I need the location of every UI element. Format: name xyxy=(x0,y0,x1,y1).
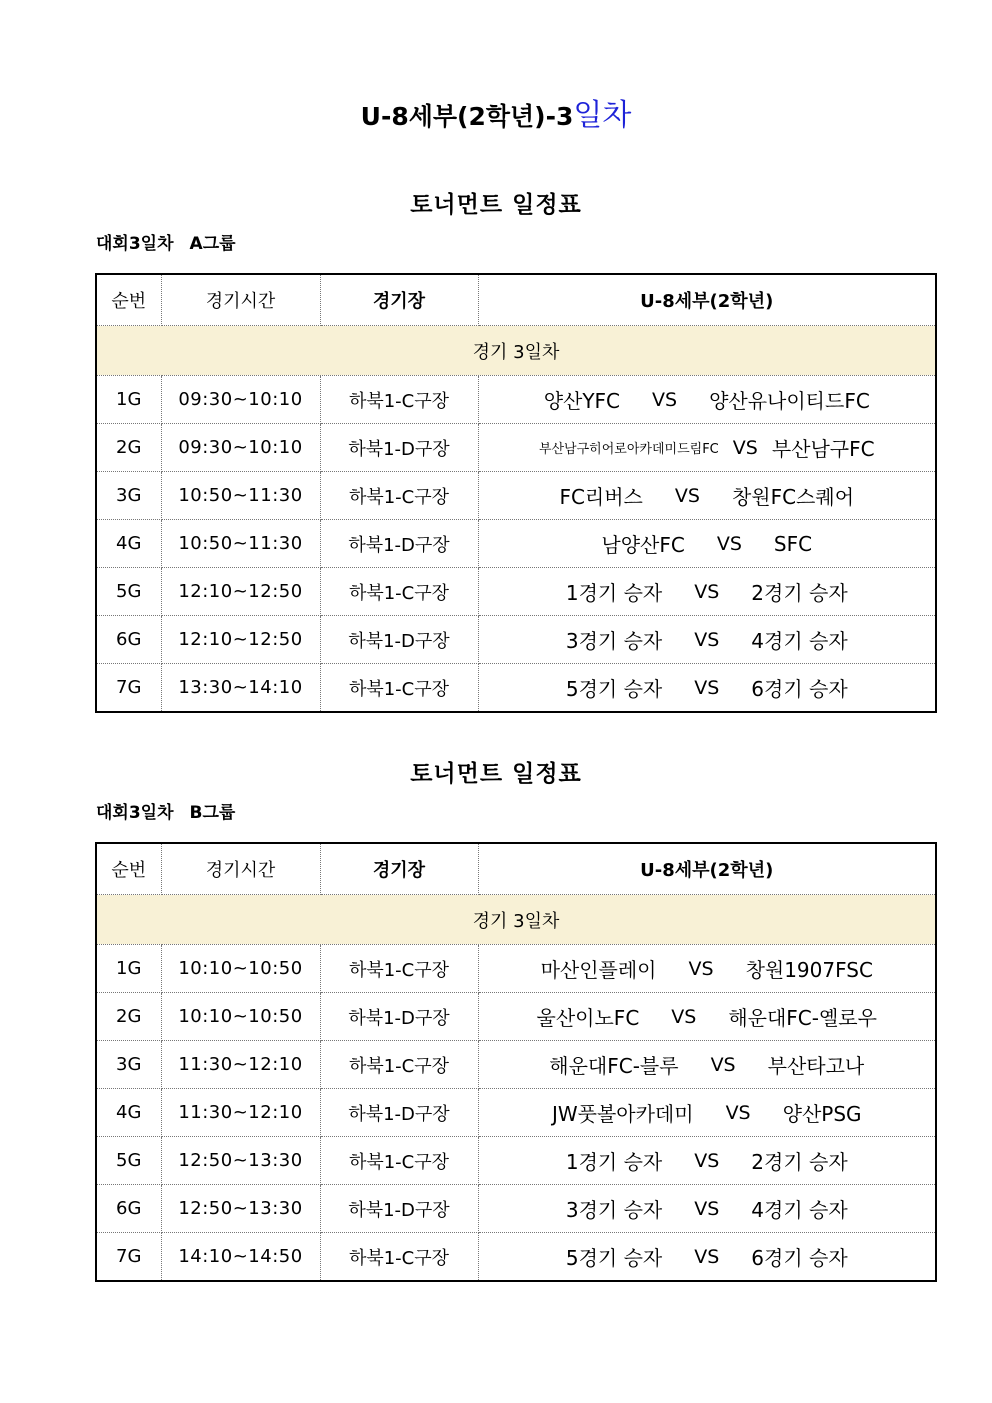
home-team: 부산남구히어로아카데미드림FC xyxy=(538,442,719,457)
match-number: 2G xyxy=(96,424,161,472)
day-row xyxy=(96,895,936,945)
match-number: 6G xyxy=(96,1185,161,1233)
match-venue: 하북1-C구장 xyxy=(320,1041,478,1089)
match-cell xyxy=(478,1041,936,1089)
match-time: 11:30~12:10 xyxy=(161,1089,320,1137)
versus-label: VS xyxy=(694,580,720,603)
matchup xyxy=(479,1098,936,1127)
match-time: 12:50~13:30 xyxy=(161,1137,320,1185)
home-team: 1경기 승자 xyxy=(565,1150,663,1174)
section-a-subtitle xyxy=(96,229,236,254)
match-time: 13:30~14:10 xyxy=(161,664,320,713)
match-number: 6G xyxy=(96,616,161,664)
home-team: JW풋볼아카데미 xyxy=(551,1102,694,1126)
table-row xyxy=(96,1185,936,1233)
match-time: 12:10~12:50 xyxy=(161,616,320,664)
versus-label: VS xyxy=(694,628,720,651)
match-cell xyxy=(478,945,936,993)
match-venue: 하북1-C구장 xyxy=(320,945,478,993)
match-cell xyxy=(478,1185,936,1233)
match-venue: 하북1-D구장 xyxy=(320,1089,478,1137)
match-venue: 하북1-D구장 xyxy=(320,520,478,568)
table-row xyxy=(96,1089,936,1137)
match-time: 10:10~10:50 xyxy=(161,945,320,993)
away-team: SFC xyxy=(773,531,813,556)
table-header-row xyxy=(96,843,936,895)
home-team: 5경기 승자 xyxy=(565,677,663,701)
match-cell xyxy=(478,568,936,616)
header-venue: 경기장 xyxy=(320,274,478,326)
section-b-day-label: 대회3일차 xyxy=(96,803,174,823)
matchup xyxy=(479,433,936,462)
versus-label: VS xyxy=(732,436,758,459)
versus-label: VS xyxy=(652,388,678,411)
match-number: 7G xyxy=(96,1233,161,1282)
home-team: 3경기 승자 xyxy=(565,1198,663,1222)
section-b-subtitle xyxy=(96,798,235,823)
table-row xyxy=(96,1041,936,1089)
match-time: 12:10~12:50 xyxy=(161,568,320,616)
match-venue: 하북1-C구장 xyxy=(320,664,478,713)
table-row xyxy=(96,1233,936,1282)
match-time: 12:50~13:30 xyxy=(161,1185,320,1233)
away-team: 4경기 승자 xyxy=(751,1198,848,1222)
home-team: 울산이노FC xyxy=(536,1006,640,1030)
header-time: 경기시간 xyxy=(161,843,320,895)
table-header-row xyxy=(96,274,936,326)
versus-label: VS xyxy=(710,1053,736,1076)
versus-label: VS xyxy=(694,1197,720,1220)
match-cell xyxy=(478,1137,936,1185)
matchup xyxy=(479,481,936,510)
away-team: 6경기 승자 xyxy=(751,677,848,701)
match-cell xyxy=(478,616,936,664)
header-venue: 경기장 xyxy=(320,843,478,895)
match-number: 7G xyxy=(96,664,161,713)
match-number: 3G xyxy=(96,472,161,520)
away-team: 2경기 승자 xyxy=(751,1150,848,1174)
versus-label: VS xyxy=(674,484,700,507)
schedule-table-a xyxy=(95,273,937,713)
section-b-heading: 토너먼트 일정표 xyxy=(410,761,582,787)
home-team: 남양산FC xyxy=(601,533,685,557)
header-division: U-8세부(2학년) xyxy=(478,843,936,895)
table-row xyxy=(96,616,936,664)
away-team: 해운대FC-옐로우 xyxy=(728,1006,877,1030)
home-team: 1경기 승자 xyxy=(565,581,663,605)
match-time: 09:30~10:10 xyxy=(161,376,320,424)
away-team: 양산유나이티드FC xyxy=(709,389,870,413)
matchup xyxy=(479,1146,936,1175)
match-venue: 하북1-D구장 xyxy=(320,424,478,472)
match-venue: 하북1-C구장 xyxy=(320,1233,478,1282)
table-row xyxy=(96,520,936,568)
header-no: 순번 xyxy=(96,843,161,895)
match-number: 4G xyxy=(96,520,161,568)
table-row xyxy=(96,1137,936,1185)
match-time: 14:10~14:50 xyxy=(161,1233,320,1282)
match-cell xyxy=(478,993,936,1041)
match-number: 1G xyxy=(96,945,161,993)
match-number: 1G xyxy=(96,376,161,424)
match-number: 5G xyxy=(96,568,161,616)
away-team: 2경기 승자 xyxy=(751,581,848,605)
table-row xyxy=(96,945,936,993)
matchup xyxy=(479,1242,936,1271)
match-cell xyxy=(478,424,936,472)
match-cell xyxy=(478,376,936,424)
section-a-day-label: 대회3일차 xyxy=(96,234,174,254)
versus-label: VS xyxy=(716,532,742,555)
versus-label: VS xyxy=(725,1101,751,1124)
home-team: 마산인플레이 xyxy=(540,958,657,982)
match-venue: 하북1-C구장 xyxy=(320,1137,478,1185)
versus-label: VS xyxy=(694,1245,720,1268)
match-venue: 하북1-D구장 xyxy=(320,1185,478,1233)
versus-label: VS xyxy=(671,1005,697,1028)
matchup xyxy=(479,1050,936,1079)
match-venue: 하북1-D구장 xyxy=(320,616,478,664)
home-team: 3경기 승자 xyxy=(565,629,663,653)
match-cell xyxy=(478,1089,936,1137)
table-row xyxy=(96,472,936,520)
home-team: 5경기 승자 xyxy=(565,1246,663,1270)
match-time: 10:50~11:30 xyxy=(161,472,320,520)
away-team: 창원1907FSC xyxy=(745,958,873,982)
table-row xyxy=(96,993,936,1041)
match-time: 09:30~10:10 xyxy=(161,424,320,472)
match-number: 5G xyxy=(96,1137,161,1185)
schedule-table-b xyxy=(95,842,937,1282)
page-title-main: U-8세부(2학년)-3 xyxy=(360,102,574,131)
day-row xyxy=(96,326,936,376)
versus-label: VS xyxy=(694,676,720,699)
match-venue: 하북1-C구장 xyxy=(320,472,478,520)
match-venue: 하북1-D구장 xyxy=(320,993,478,1041)
match-number: 4G xyxy=(96,1089,161,1137)
match-venue: 하북1-C구장 xyxy=(320,568,478,616)
match-number: 2G xyxy=(96,993,161,1041)
page-title xyxy=(0,90,992,134)
table-row xyxy=(96,664,936,713)
section-a-heading: 토너먼트 일정표 xyxy=(410,192,582,218)
match-venue: 하북1-C구장 xyxy=(320,376,478,424)
away-team: 6경기 승자 xyxy=(751,1246,848,1270)
away-team: 양산PSG xyxy=(782,1102,862,1126)
header-time: 경기시간 xyxy=(161,274,320,326)
matchup xyxy=(479,1002,936,1031)
home-team: 해운대FC-블루 xyxy=(549,1054,679,1078)
match-number: 3G xyxy=(96,1041,161,1089)
away-team: 부산남구FC xyxy=(771,437,875,461)
matchup xyxy=(479,577,936,606)
header-division: U-8세부(2학년) xyxy=(478,274,936,326)
matchup xyxy=(479,625,936,654)
header-no: 순번 xyxy=(96,274,161,326)
match-time: 11:30~12:10 xyxy=(161,1041,320,1089)
matchup xyxy=(479,1194,936,1223)
day-row-label: 경기 3일차 xyxy=(96,326,936,376)
section-b-group-label: B그룹 xyxy=(189,803,236,823)
home-team: FC리버스 xyxy=(559,485,643,509)
matchup xyxy=(479,673,936,702)
matchup xyxy=(479,529,936,558)
table-row xyxy=(96,376,936,424)
match-cell xyxy=(478,472,936,520)
away-team: 4경기 승자 xyxy=(751,629,848,653)
match-cell xyxy=(478,520,936,568)
table-row xyxy=(96,568,936,616)
home-team: 양산YFC xyxy=(543,389,621,413)
matchup xyxy=(479,954,936,983)
versus-label: VS xyxy=(694,1149,720,1172)
away-team: 부산타고나 xyxy=(767,1054,865,1078)
page-title-accent: 일차 xyxy=(573,98,632,133)
away-team: 창원FC스퀘어 xyxy=(731,485,855,509)
day-row-label: 경기 3일차 xyxy=(96,895,936,945)
match-cell xyxy=(478,664,936,713)
table-row xyxy=(96,424,936,472)
match-cell xyxy=(478,1233,936,1282)
match-time: 10:10~10:50 xyxy=(161,993,320,1041)
versus-label: VS xyxy=(688,957,714,980)
match-time: 10:50~11:30 xyxy=(161,520,320,568)
matchup xyxy=(479,385,936,414)
section-a-group-label: A그룹 xyxy=(189,234,236,254)
